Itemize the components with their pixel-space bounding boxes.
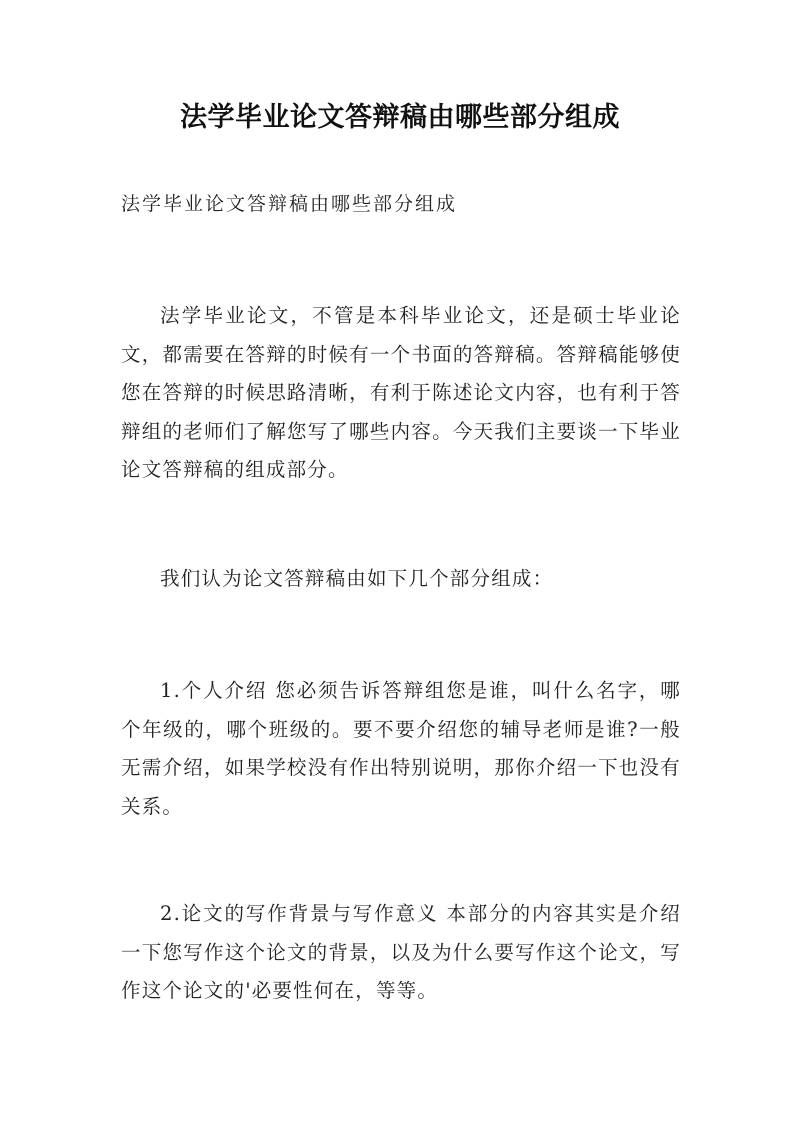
paragraph-components-lead: 我们认为论文答辩稿由如下几个部分组成：	[160, 567, 554, 590]
document-title: 法学毕业论文答辩稿由哪些部分组成	[180, 102, 620, 133]
paragraph-background: 2.论文的写作背景与写作意义 本部分的内容其实是介绍一下您写作这个论文的背景，以及为什么要写作这个论文，写作这个论文的'必要性何在，等等。	[121, 902, 681, 1002]
document-subtitle: 法学毕业论文答辩稿由哪些部分组成	[121, 193, 458, 215]
paragraph-personal-intro: 1.个人介绍 您必须告诉答辩组您是谁，叫什么名字，哪个年级的，哪个班级的。要不要介绍您的辅导老师是谁?一般无需介绍，如果学校没有作出特别说明，那你介绍一下也没有关系。	[121, 679, 681, 818]
paragraph-intro: 法学毕业论文，不管是本科毕业论文，还是硕士毕业论文，都需要在答辩的时候有一个书面的答辩稿。答辩稿能够使您在答辩的时候思路清晰，有利于陈述论文内容，也有利于答辩组的老师们了解您写了哪些内容。今天我们主要谈一下毕业论文答辩稿的组成部分。	[121, 304, 681, 481]
